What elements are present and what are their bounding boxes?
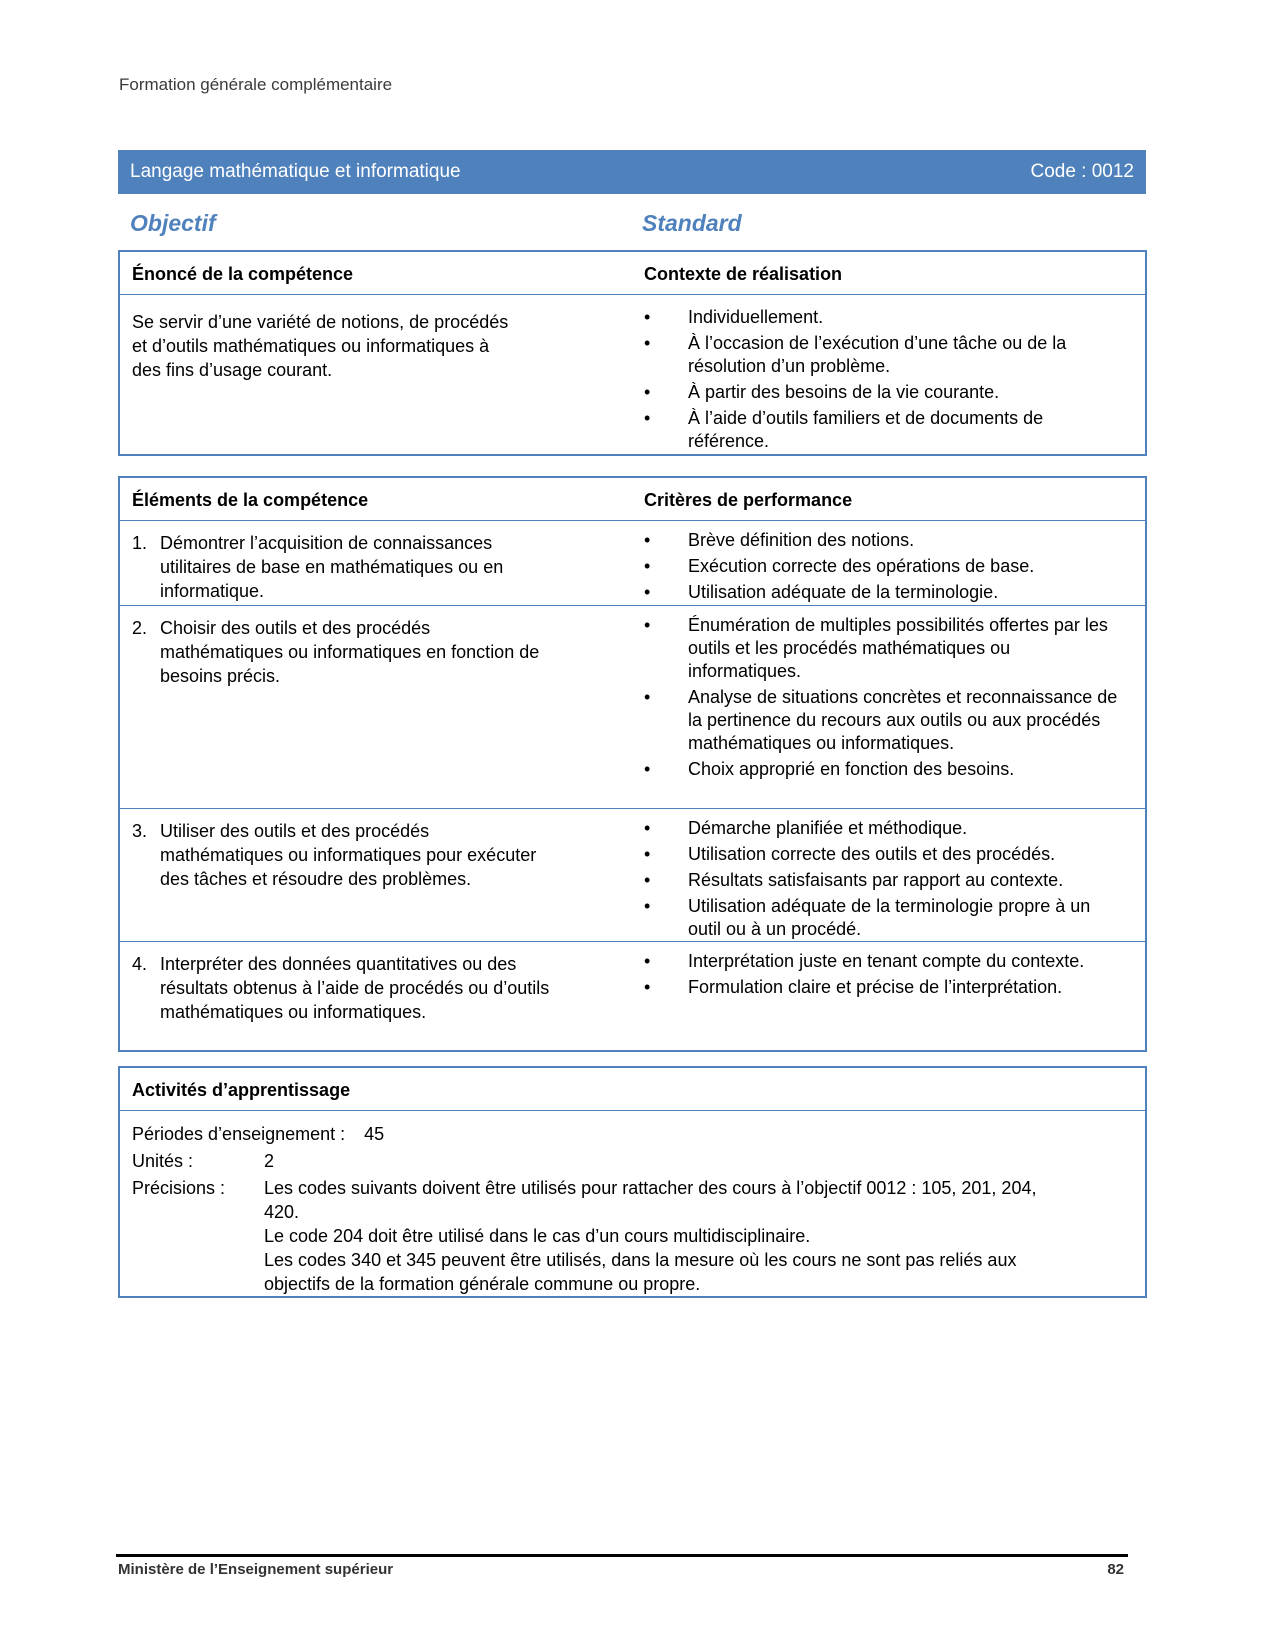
list-item: • À l’aide d’outils familiers et de documents de référence. — [644, 408, 1044, 451]
unites-line — [132, 1149, 274, 1173]
precisions-label: Précisions : — [132, 1178, 226, 1198]
objective-title-bar — [118, 150, 1146, 194]
element-text: 3. Utiliser des outils et des procédés mathématiques ou informatiques pour exécuter des tâches et résoudre des problèmes. — [132, 821, 537, 889]
list-item: • Choix approprié en fonction des besoins. — [644, 759, 1015, 779]
table-row — [120, 606, 1145, 809]
elements-heading: Éléments de la compétence — [132, 490, 369, 510]
list-item: • Démarche planifiée et méthodique. — [644, 818, 968, 838]
table-row — [120, 521, 1145, 606]
periodes-label: Périodes d’enseignement : — [132, 1124, 346, 1144]
program-header: Formation générale complémentaire — [119, 75, 393, 94]
activites-box — [118, 1066, 1147, 1298]
enonce-heading: Énoncé de la compétence — [132, 264, 354, 284]
list-item: • Analyse de situations concrètes et reconnaissance de la pertinence du recours aux outils ou aux procédés mathématiques ou informatiques. — [644, 687, 1118, 753]
list-item: • Utilisation correcte des outils et des procédés. — [644, 844, 1056, 864]
criteres-list — [644, 950, 1128, 1002]
unites-label: Unités : — [132, 1151, 194, 1171]
criteres-list — [644, 817, 1128, 944]
table-row — [120, 942, 1145, 1052]
objective-code: Code : 0012 — [1030, 161, 1134, 182]
page-footer — [118, 1561, 1124, 1578]
list-item: • Brève définition des notions. — [644, 530, 915, 550]
list-item: • Exécution correcte des opérations de base. — [644, 556, 1035, 576]
page-number: 82 — [1107, 1561, 1124, 1578]
precision-item: Les codes suivants doivent être utilisés pour rattacher des cours à l’objectif 0012 : 105, 201, 204, 420. — [264, 1178, 1037, 1222]
competence-box — [118, 250, 1147, 456]
precisions-text — [264, 1176, 1064, 1296]
element-text: 1. Démontrer l’acquisition de connaissances utilitaires de base en mathématiques ou en informatique. — [132, 533, 504, 601]
activites-head-row — [120, 1068, 1145, 1111]
list-item: • Énumération de multiples possibilités offertes par les outils et les procédés mathématiques ou informatiques. — [644, 615, 1108, 681]
competence-head-row — [120, 252, 1145, 295]
list-item: • À l’occasion de l’exécution d’une tâche ou de la résolution d’un problème. — [644, 333, 1067, 376]
periodes-line — [132, 1122, 384, 1146]
section-headings — [130, 210, 1140, 240]
objective-title: Langage mathématique et informatique — [130, 161, 461, 182]
criteres-list — [644, 614, 1128, 784]
objectif-heading: Objectif — [130, 210, 216, 236]
elements-head-row — [120, 478, 1145, 521]
criteres-heading: Critères de performance — [644, 490, 853, 510]
footer-ministry: Ministère de l’Enseignement supérieur — [118, 1561, 394, 1578]
element-text: 4. Interpréter des données quantitatives ou des résultats obtenus à l’aide de procédés ou d’outils mathématiques ou informatiques. — [132, 954, 550, 1022]
footer-divider — [116, 1554, 1128, 1557]
unites-value: 2 — [264, 1151, 275, 1171]
list-item: • À partir des besoins de la vie courante. — [644, 382, 1000, 402]
contexte-list — [644, 306, 1128, 456]
activites-heading: Activités d’apprentissage — [132, 1080, 351, 1100]
list-item: • Formulation claire et précise de l’interprétation. — [644, 977, 1063, 997]
elements-box — [118, 476, 1147, 1052]
list-item: • Résultats satisfaisants par rapport au contexte. — [644, 870, 1064, 890]
element-text: 2. Choisir des outils et des procédés mathématiques ou informatiques en fonction de besoins précis. — [132, 618, 540, 686]
enonce-text: Se servir d’une variété de notions, de procédés et d’outils mathématiques ou informatiques à des fins d’usage courant. — [132, 312, 509, 380]
standard-heading: Standard — [642, 210, 742, 236]
list-item: • Utilisation adéquate de la terminologie propre à un outil ou à un procédé. — [644, 896, 1091, 939]
table-row — [120, 809, 1145, 942]
periodes-value: 45 — [364, 1124, 385, 1144]
criteres-list — [644, 529, 1128, 607]
list-item: • Individuellement. — [644, 307, 824, 327]
list-item: • Interprétation juste en tenant compte du contexte. — [644, 951, 1085, 971]
precision-item: Le code 204 doit être utilisé dans le cas d’un cours multidisciplinaire. — [264, 1226, 811, 1246]
list-item: • Utilisation adéquate de la terminologie. — [644, 582, 999, 602]
precision-item: Les codes 340 et 345 peuvent être utilisés, dans la mesure où les cours ne sont pas reliés aux objectifs de la formation générale commune ou propre. — [264, 1250, 1017, 1294]
contexte-heading: Contexte de réalisation — [644, 264, 843, 284]
